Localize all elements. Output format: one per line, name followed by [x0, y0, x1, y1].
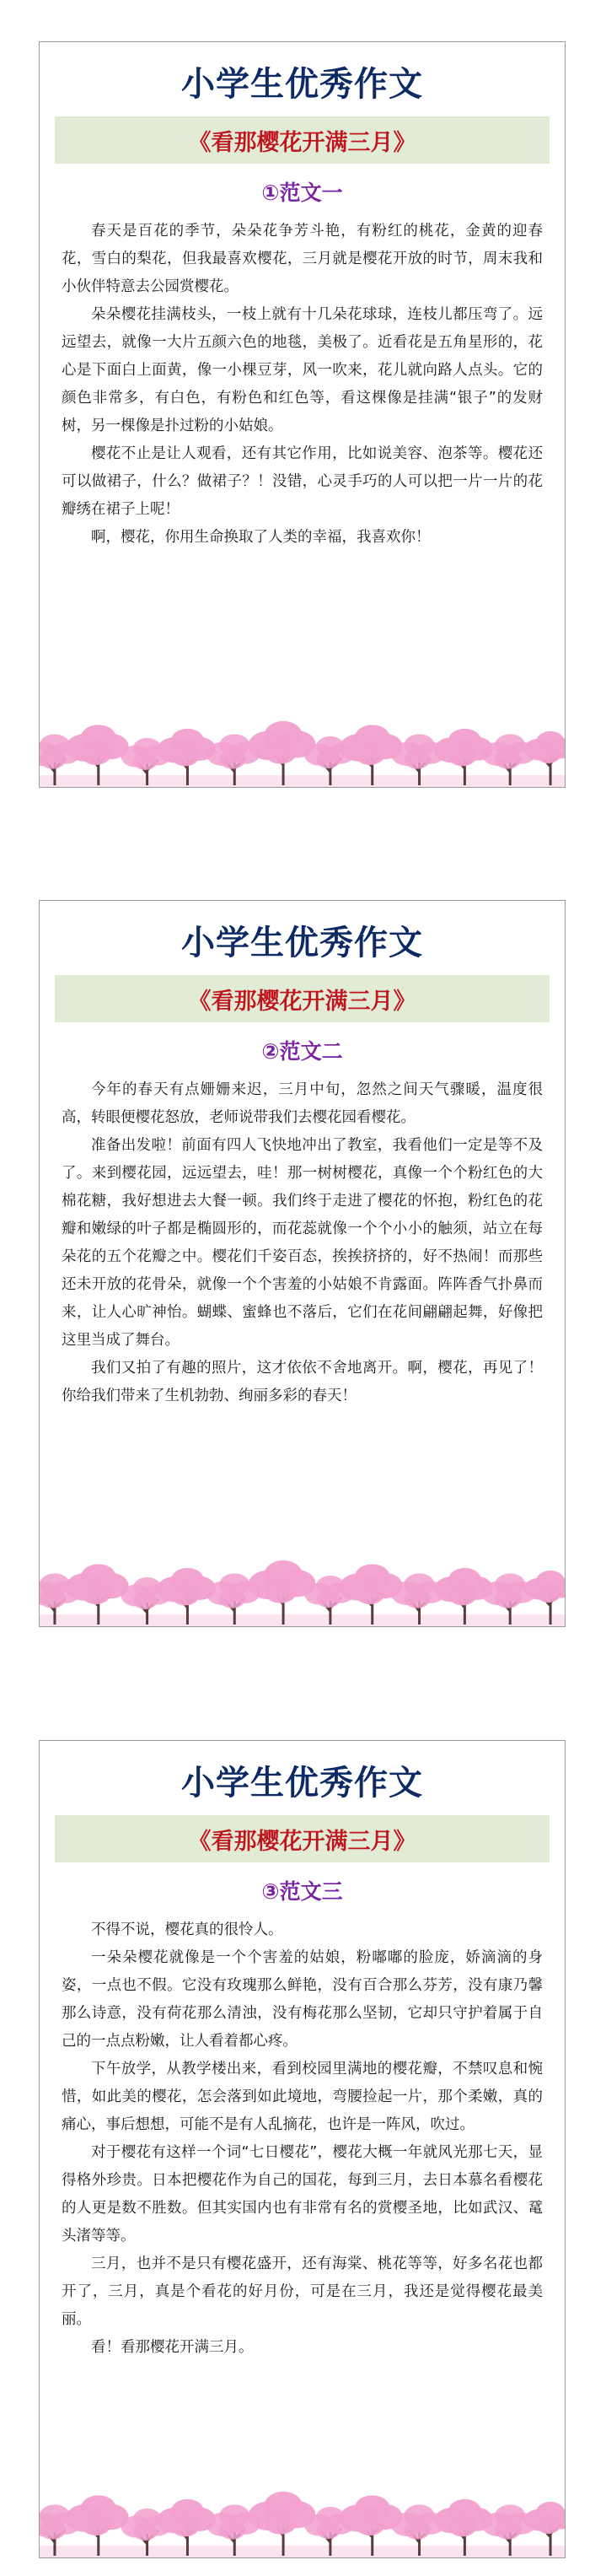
essay-card-1 [39, 41, 566, 788]
essay-label: ①范文一 [261, 181, 343, 205]
essay-body [62, 218, 543, 552]
essay-paragraph: 今年的春天有点姗姗来迟，三月中旬，忽然之间天气骤暖，温度很高，转眼便樱花怒放，老师说带我们去樱花园看樱花。 [62, 1081, 543, 1126]
essay-paragraph: 看！看那樱花开满三月。 [91, 2339, 254, 2356]
essay-paragraph: 准备出发啦！前面有四人飞快地冲出了教室，我看他们一定是等不及了。来到樱花园，远远望去，哇！那一树树樱花，真像一个个粉红色的大棉花糖，我好想进去大餐一顿。我们终于走进了樱花的怀抱，粉红色的花瓣和嫩绿的叶子都是椭圆形的，而花蕊就像一个个小小的触须，站立在每朵花的五个花瓣之中。樱花们千姿百态，挨挨挤挤的，好不热闹！而那些还未开放的花骨朵，就像一个个害羞的小姑娘不肯露面。阵阵香气扑鼻而来，让人心旷神怡。蝴蝶、蜜蜂也不落后，它们在花间翩翩起舞，好像把这里当成了舞台。 [62, 1137, 543, 1349]
essay-topic-band: 《看那樱花开满三月》 [55, 116, 550, 164]
essay-paragraph: 我们又拍了有趣的照片，这才依依不舍地离开。啊，樱花，再见了！你给我们带来了生机勃勃、绚丽多彩的春天！ [62, 1360, 543, 1404]
essay-card-2 [39, 900, 566, 1627]
ground-strip [40, 1614, 565, 1626]
essay-card-3 [39, 1740, 566, 2558]
cherry-blossom-trees-illustration [40, 1549, 565, 1626]
essay-paragraph: 不得不说，樱花真的很怜人。 [91, 1921, 283, 1938]
essay-paragraph: 一朵朵樱花就像是一个个害羞的姑娘，粉嘟嘟的脸庞，娇滴滴的身姿，一点也不假。它没有玫瑰那么鲜艳，没有百合那么芬芳，没有康乃馨那么诗意，没有荷花那么清浊，没有梅花那么坚韧，它却只守护着属于自己的一点点粉嫩，让人看着都心疼。 [62, 1949, 543, 2050]
essay-body [62, 1916, 543, 2362]
essay-paragraph: 啊，樱花，你用生命换取了人类的幸福，我喜欢你！ [91, 529, 431, 546]
essay-topic-band: 《看那樱花开满三月》 [55, 975, 550, 1022]
essay-paragraph: 樱花不止是让人观看，还有其它作用，比如说美容、泡茶等。樱花还可以做裙子，什么？做裙子？！没错，心灵手巧的人可以把一片一片的花瓣绣在裙子上呢！ [62, 445, 543, 518]
cherry-blossom-trees-illustration [40, 709, 565, 787]
essay-body [62, 1076, 543, 1410]
essay-topic-band: 《看那樱花开满三月》 [55, 1815, 550, 1862]
ground-strip [40, 775, 565, 787]
essay-paragraph: 对于樱花有这样一个词“七日樱花”，樱花大概一年就风光那七天，显得格外珍贵。日本把樱花作为自己的国花，每到三月，去日本慕名看樱花的人更是数不胜数。但其实国内也有非常有名的赏樱圣地，比如武汉、鼋头渚等等。 [62, 2144, 543, 2245]
essay-paragraph: 朵朵樱花挂满枝头，一枝上就有十几朵花球球，连枝儿都压弯了。远远望去，就像一大片五颜六色的地毯，美极了。近看花是五角星形的，花心是下面白上面黄，像一小棵豆芽，风一吹来，花儿就向路人点头。它的颜色非常多，有白色，有粉色和红色等，看这棵像是挂满“银子”的发财树，另一棵像是扑过粉的小姑娘。 [62, 306, 543, 434]
cherry-blossom-trees-illustration [40, 2480, 565, 2557]
essay-label: ②范文二 [261, 1039, 343, 1064]
card-title: 小学生优秀作文 [181, 924, 423, 962]
essay-label: ③范文三 [261, 1879, 343, 1904]
card-title: 小学生优秀作文 [181, 65, 423, 104]
ground-strip [40, 2546, 565, 2557]
essay-paragraph: 三月，也并不是只有樱花盛开，还有海棠、桃花等等，好多名花也都开了，三月，真是个看花的好月份，可是在三月，我还是觉得樱花最美丽。 [62, 2255, 543, 2328]
card-title: 小学生优秀作文 [181, 1764, 423, 1803]
essay-paragraph: 春天是百花的季节，朵朵花争芳斗艳，有粉红的桃花，金黄的迎春花，雪白的梨花，但我最喜欢樱花，三月就是樱花开放的时节，周末我和小伙伴特意去公园赏樱花。 [62, 223, 543, 295]
essay-paragraph: 下午放学，从教学楼出来，看到校园里满地的樱花瓣，不禁叹息和惋惜，如此美的樱花，怎会落到如此境地，弯腰捡起一片，那个柔嫩，真的痛心，事后想想，可能不是有人乱摘花，也许是一阵风，吹过。 [62, 2061, 543, 2133]
